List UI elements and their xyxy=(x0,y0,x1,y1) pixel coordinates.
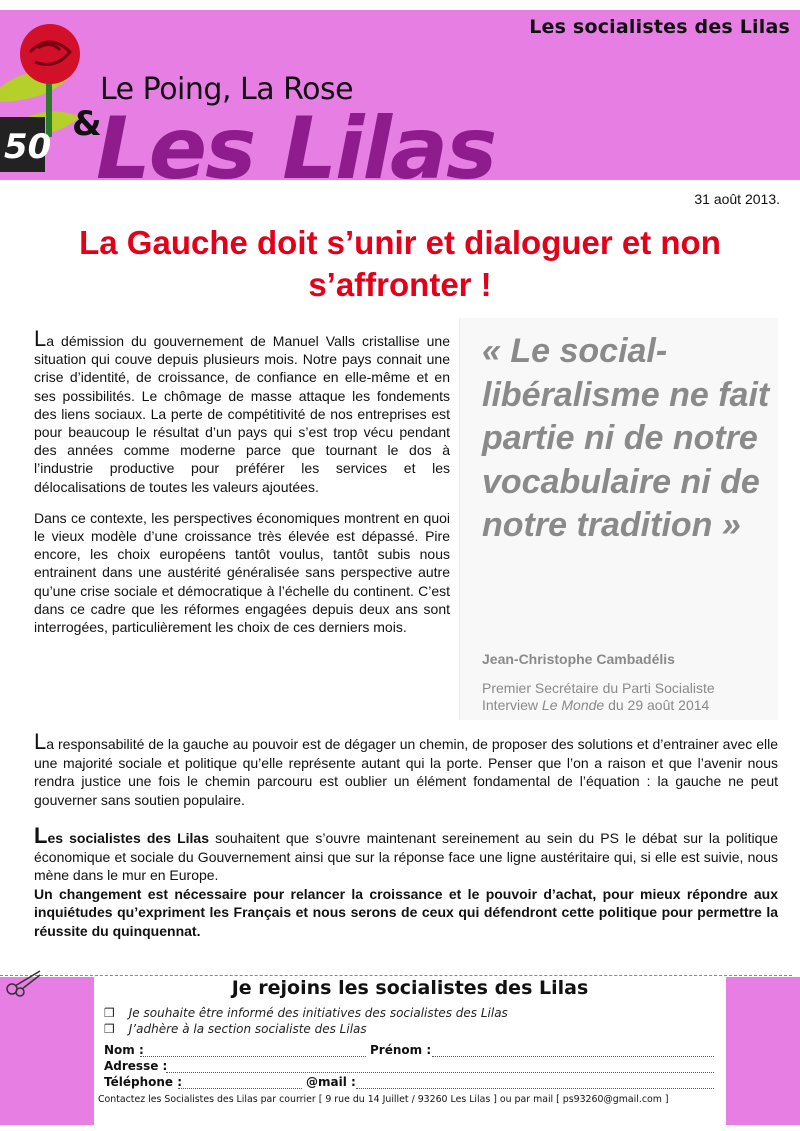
nom-label: Nom : xyxy=(104,1043,144,1057)
option-join-label: J’adhère à la section socialiste des Lilas xyxy=(128,1022,367,1036)
quote-source xyxy=(482,697,772,714)
paragraph-4-bold: es socialistes des Lilas xyxy=(47,830,210,846)
issue-date: 31 août 2013. xyxy=(694,191,780,207)
coupon-side-left xyxy=(0,977,94,1125)
paragraph-2: Dans ce contexte, les perspectives économiques montrent en quoi le vieux modèle d’une croissance très élevée est dépassé. Pire encore, les choix européens tantôt voulus, tantôt subis nous entrainent dans une austérité généralisée sans perspective autre qu’une crise sociale et démocratique à l’échelle du continent. C’est dans ce cadre que les réformes engagées depuis deux ans sont interrogées, particulièrement les choix de ces derniers mois. xyxy=(34,509,450,636)
paragraph-5: Un changement est nécessaire pour relancer la croissance et le pouvoir d’achat, pour mieux répondre aux inquiétudes qu’expriment les Français et nous serons de ceux qui défendront cette politique pour permettre la réussite du quinquennat. xyxy=(34,885,778,939)
checkbox-icon[interactable]: ❒ xyxy=(104,1006,115,1020)
option-join[interactable] xyxy=(104,1022,367,1036)
quote-role: Premier Secrétaire du Parti Socialiste xyxy=(482,680,715,696)
quote-source-paper: Le Monde xyxy=(541,697,605,713)
telephone-label: Téléphone : xyxy=(104,1075,183,1089)
masthead-subtitle: Le Poing, La Rose xyxy=(100,72,354,107)
adresse-field[interactable] xyxy=(166,1072,714,1073)
quote-source-suffix: du 29 août 2014 xyxy=(604,697,710,713)
cut-line xyxy=(0,975,792,976)
drop-cap: L xyxy=(34,823,48,848)
coupon-title: Je rejoins les socialistes des Lilas xyxy=(231,977,589,999)
masthead-title: Les Lilas xyxy=(96,99,496,199)
mail-field[interactable] xyxy=(356,1088,714,1089)
paragraph-3-text: a responsabilité de la gauche au pouvoir est de dégager un chemin, de proposer des solutions et d’entrainer avec elle une majorité sociale et politique qu’elle représente autant qui la porte. Penser que l’on a raison et que l’avenir nous rendra justice une fois le chemin parcouru est oublier un élément fondamental de l’équation : la gauche ne peut gouverner sans soutien populaire. xyxy=(34,736,778,808)
prenom-label: Prénom : xyxy=(370,1043,432,1057)
paragraph-4-text: souhaitent que s’ouvre maintenant sereinement au sein du PS le débat sur la politique économique et sociale du Gouvernement ainsi que sur la réponse face une ligne austéritaire qui, si elle est suivie, nous mène dans le mur en Europe. xyxy=(34,830,778,884)
quote-author: Jean-Christophe Cambadélis xyxy=(482,651,675,667)
nom-field[interactable] xyxy=(140,1056,366,1057)
scissors-icon xyxy=(4,967,44,997)
left-column xyxy=(34,326,450,649)
quote-source-prefix: Interview xyxy=(482,697,542,713)
membership-coupon xyxy=(0,965,800,1125)
contact-line: Contactez les Socialistes des Lilas par courrier [ 9 rue du 14 Juillet / 93260 Les Lilas ] ou par mail [ ps93260@gmail.com ] xyxy=(98,1094,669,1105)
paragraph-1-text: a démission du gouvernement de Manuel Valls cristallise une situation qui couve depuis plusieurs mois. Notre pays connait une crise d’identité, de croissance, de confiance en elle-même et en ses possibilités. Le chômage de masse attaque les fondements des liens sociaux. La perte de compétitivité de nos entreprises est pour beaucoup le résultat d’un pays qui s’est trop vécu pendant des années comme moderne parce que tournant le dos à l’industrie productive pour préférer les services et les délocalisations de toutes les valeurs ajoutées. xyxy=(34,333,450,495)
quote-attribution xyxy=(482,680,772,714)
header-tag: Les socialistes des Lilas xyxy=(529,16,790,38)
paragraph-1 xyxy=(34,326,450,496)
prenom-field[interactable] xyxy=(432,1056,714,1057)
adresse-label: Adresse : xyxy=(104,1059,168,1073)
svg-text:50: 50 xyxy=(4,127,52,167)
headline: La Gauche doit s’unir et dialoguer et non s’affronter ! xyxy=(79,224,721,303)
mail-label: @mail : xyxy=(306,1075,356,1089)
coupon-side-right xyxy=(726,977,800,1125)
masthead-ampersand: & xyxy=(72,104,102,144)
telephone-field[interactable] xyxy=(178,1088,302,1089)
pull-quote: « Le social-libéralisme ne fait partie ni de notre vocabulaire ni de notre tradition » xyxy=(482,332,770,544)
option-informed-label: Je souhaite être informé des initiatives des socialistes des Lilas xyxy=(128,1006,508,1020)
option-informed[interactable] xyxy=(104,1006,508,1020)
paragraph-4 xyxy=(34,823,778,941)
drop-cap: L xyxy=(34,729,47,754)
rose-logo xyxy=(0,22,95,172)
paragraph-3 xyxy=(34,729,778,809)
drop-cap: L xyxy=(34,326,47,351)
checkbox-icon[interactable]: ❒ xyxy=(104,1022,115,1036)
